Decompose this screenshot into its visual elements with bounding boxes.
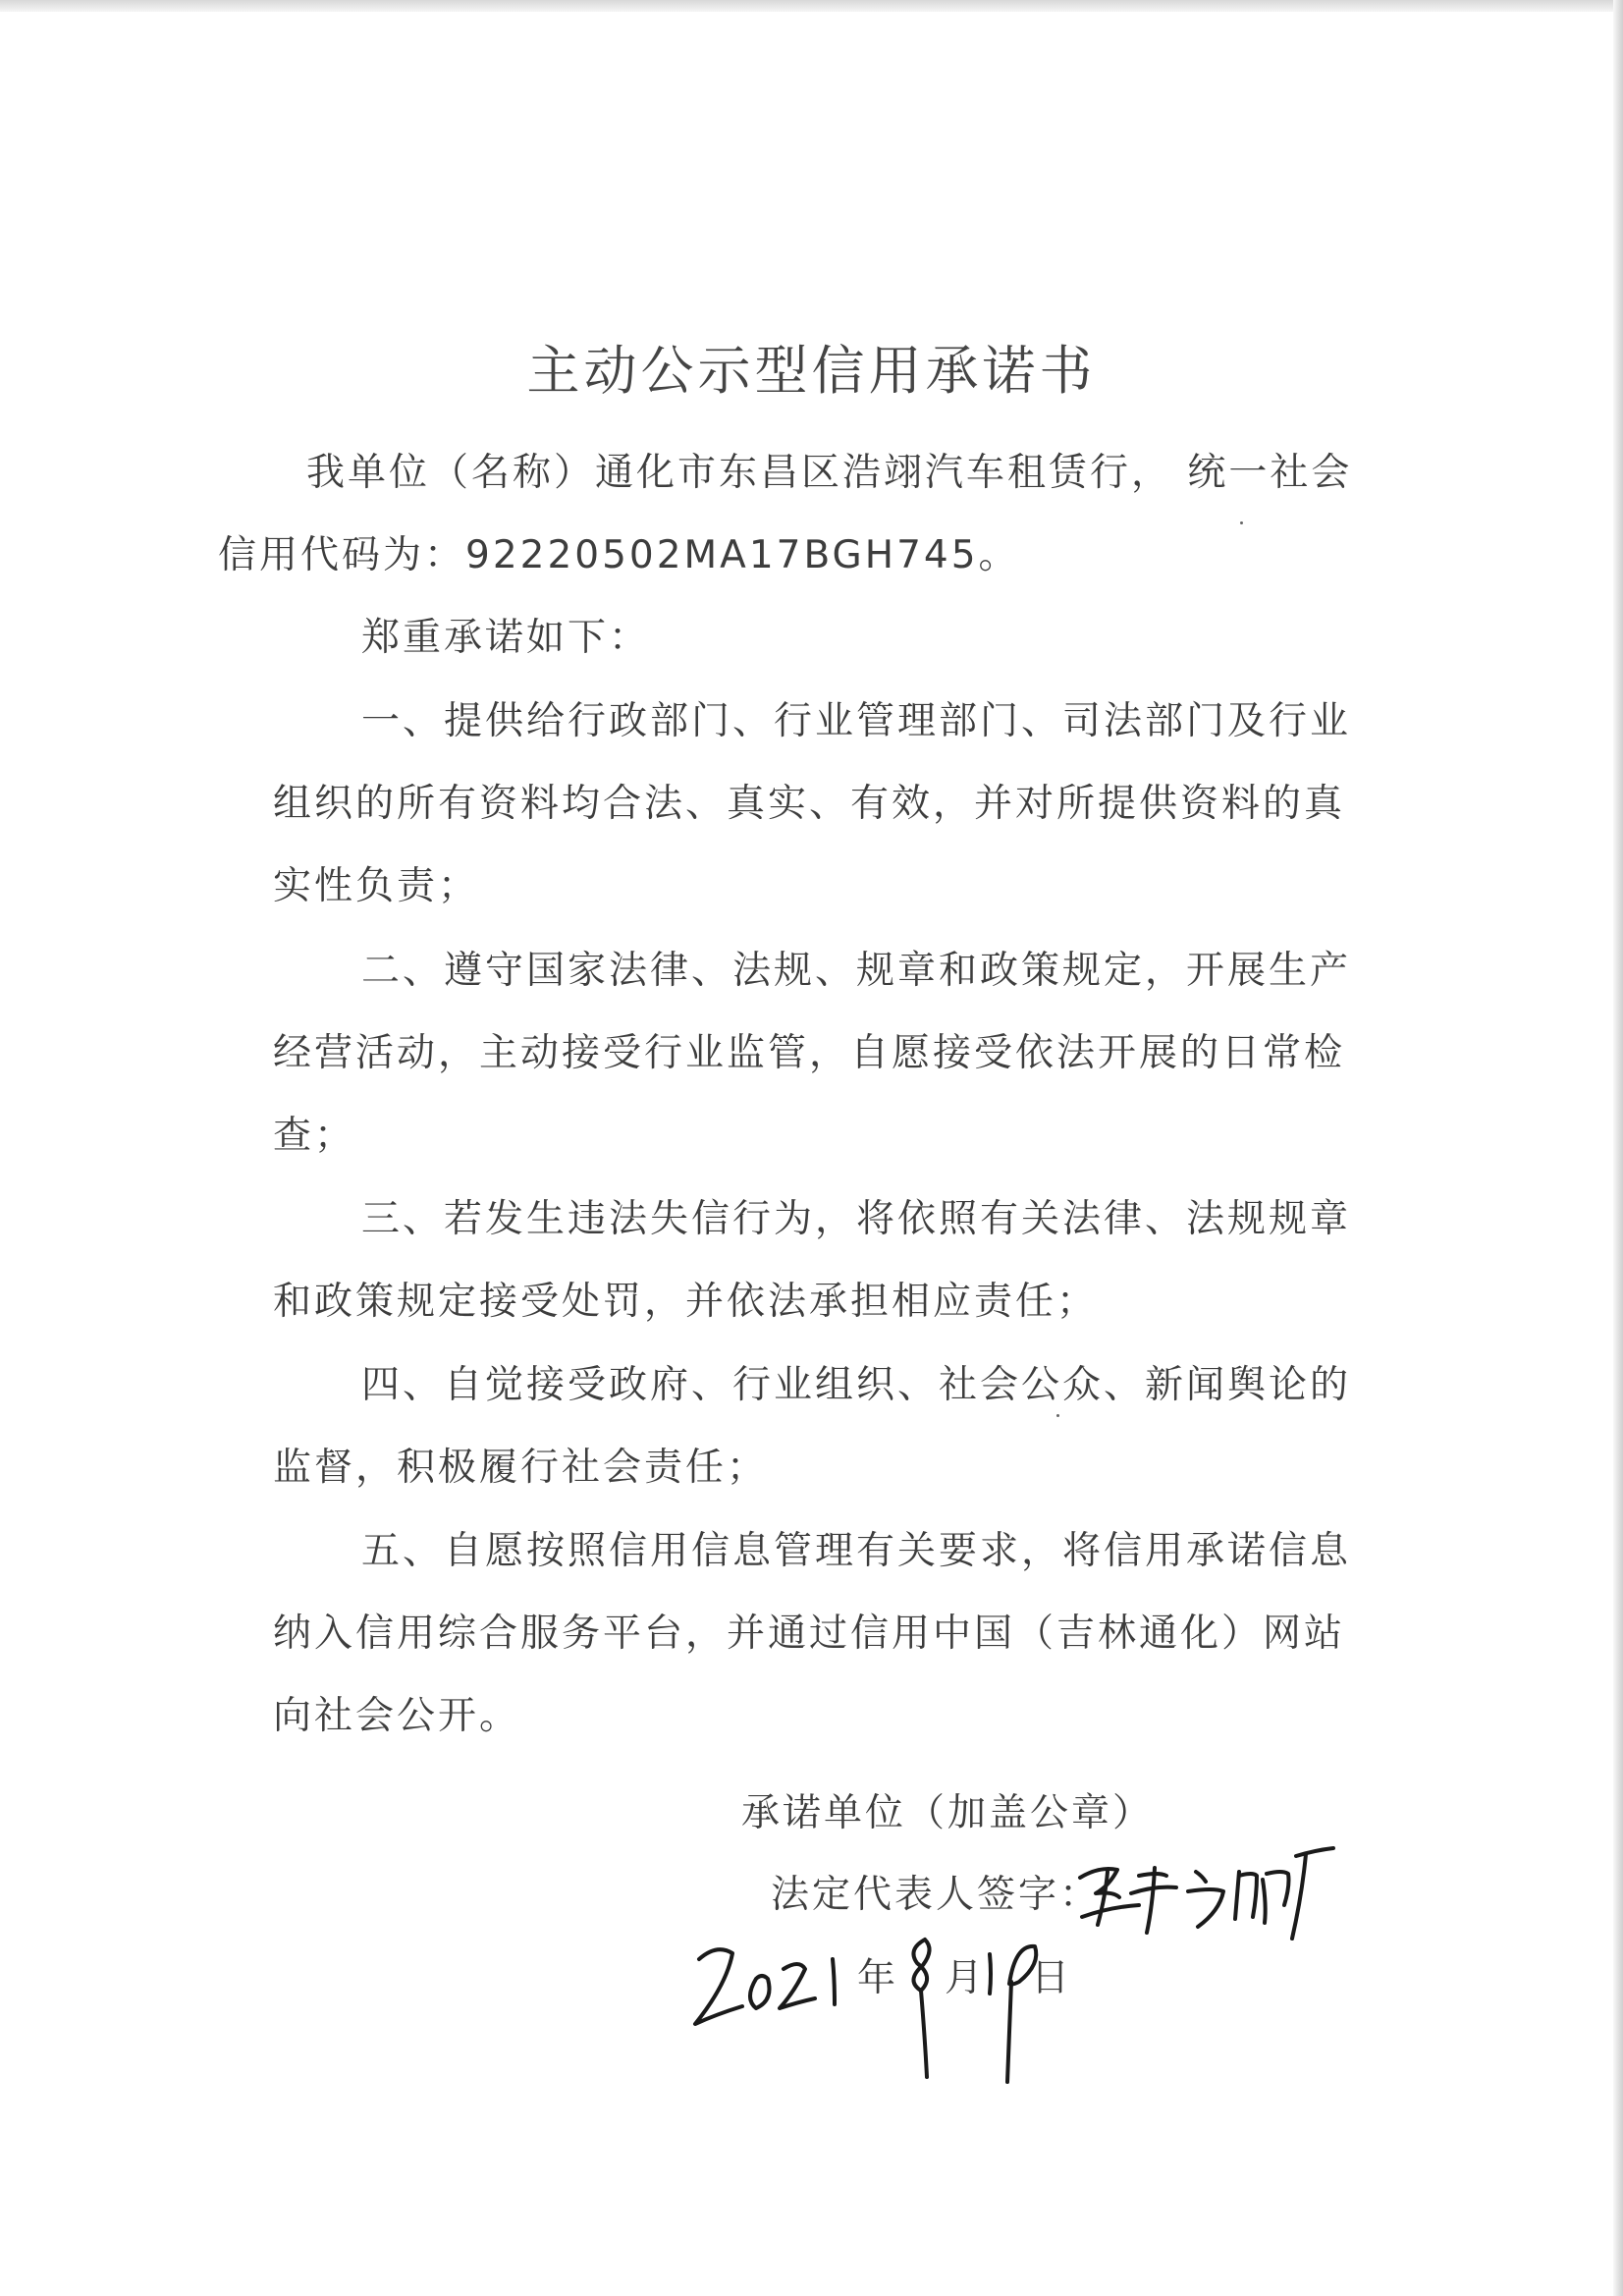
document-title: 主动公示型信用承诺书 bbox=[526, 340, 1097, 402]
handwritten-signature bbox=[1070, 1836, 1345, 1944]
item-4-rest bbox=[273, 1427, 768, 1509]
handwritten-month bbox=[895, 1920, 954, 2087]
intro-paragraph-cont bbox=[218, 515, 1020, 597]
item-1-line-1: 一、提供给行政部门、行业管理部门、司法部门及行业 bbox=[361, 699, 1352, 743]
scan-edge-top bbox=[0, 0, 1623, 12]
day-mark: 日 bbox=[1031, 1956, 1073, 2000]
intro-line-2: 信用代码为：92220502MA17BGH745。 bbox=[218, 533, 1020, 577]
item-5-first bbox=[361, 1510, 1351, 1593]
handwritten-year bbox=[687, 1930, 864, 2038]
intro-line-1: 我单位（名称）通化市东昌区浩翊汽车租赁行， 统一社会 bbox=[306, 451, 1353, 495]
solemn-line: 郑重承诺如下： bbox=[361, 616, 651, 660]
legal-rep-label: 法定代表人签字： bbox=[771, 1873, 1102, 1917]
item-3-first bbox=[361, 1178, 1351, 1261]
scan-speck bbox=[1056, 1414, 1059, 1417]
item-5-rest bbox=[273, 1593, 1345, 1758]
item-2-line-1: 二、遵守国家法律、法规、规章和政策规定，开展生产 bbox=[361, 949, 1352, 993]
promise-unit-label: 承诺单位（加盖公章） bbox=[741, 1791, 1155, 1835]
item-5-line-1: 五、自愿按照信用信息管理有关要求，将信用承诺信息 bbox=[361, 1529, 1352, 1573]
item-1-first bbox=[361, 681, 1351, 763]
item-3-rest bbox=[273, 1261, 1098, 1343]
item-4-first bbox=[361, 1344, 1351, 1427]
year-mark: 年 bbox=[857, 1956, 899, 2000]
item-1-rest bbox=[273, 763, 1345, 928]
item-2-line-3: 查； bbox=[273, 1114, 356, 1158]
item-5-line-2: 纳入信用综合服务平台，并通过信用中国（吉林通化）网站 bbox=[273, 1612, 1346, 1656]
item-4-line-2: 监督，积极履行社会责任； bbox=[273, 1446, 769, 1490]
handwritten-day bbox=[980, 1925, 1049, 2092]
item-2-rest bbox=[273, 1012, 1345, 1177]
item-5-line-3: 向社会公开。 bbox=[273, 1694, 521, 1738]
item-3-line-2: 和政策规定接受处罚，并依法承担相应责任； bbox=[273, 1280, 1099, 1324]
intro-paragraph bbox=[306, 432, 1352, 515]
item-4-line-1: 四、自觉接受政府、行业组织、社会公众、新闻舆论的 bbox=[361, 1363, 1352, 1407]
month-mark: 月 bbox=[945, 1956, 987, 2000]
item-3-line-1: 三、若发生违法失信行为，将依照有关法律、法规规章 bbox=[361, 1197, 1352, 1241]
item-2-line-2: 经营活动，主动接受行业监管，自愿接受依法开展的日常检 bbox=[273, 1031, 1346, 1075]
item-1-line-2: 组织的所有资料均合法、真实、有效，并对所提供资料的真 bbox=[273, 782, 1346, 826]
scan-speck bbox=[1240, 521, 1243, 524]
solemn-statement bbox=[361, 597, 650, 680]
item-2-first bbox=[361, 930, 1351, 1012]
item-1-line-3: 实性负责； bbox=[273, 864, 480, 908]
